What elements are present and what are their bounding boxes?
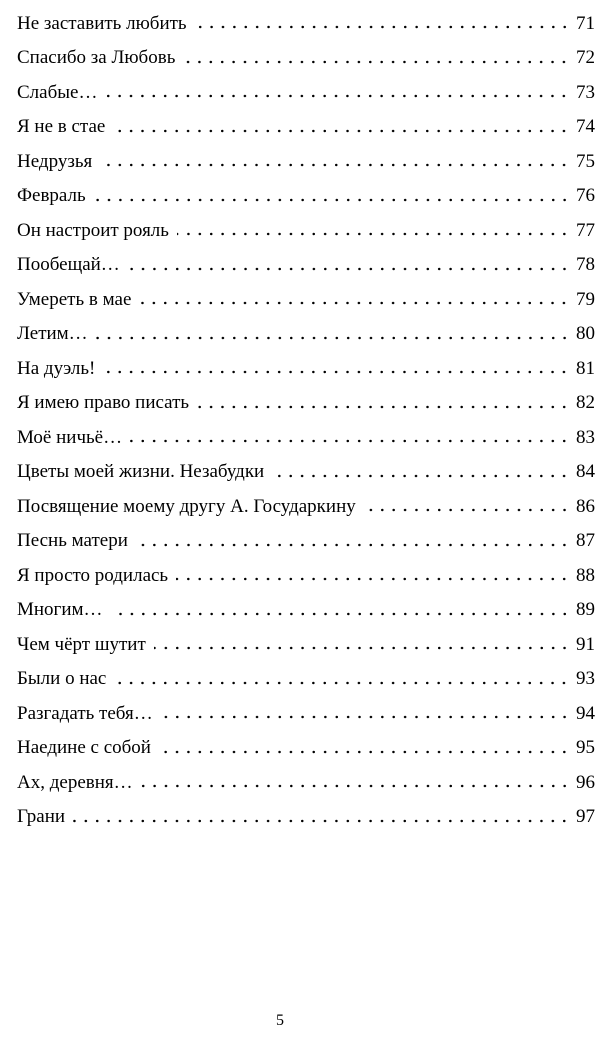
toc-entry-title: Цветы моей жизни. Незабудки [17,461,265,483]
toc-entry-title: Посвящение моему другу А. Государкину [17,495,356,517]
dot-leader [195,25,570,29]
toc-entry-title: Наедине с собой [17,737,151,759]
toc-entry-title: Летим… [17,323,88,345]
toc-entry-page: 87 [576,530,595,552]
dot-leader [161,715,570,719]
table-of-contents [17,6,595,834]
toc-entry-page: 97 [576,806,595,828]
dot-leader [73,819,570,823]
toc-entry-page: 84 [576,461,595,483]
dot-leader [103,370,570,374]
toc-entry-page: 91 [576,633,595,655]
toc-entry-title: Я не в стае [17,116,106,138]
dot-leader [96,336,570,340]
toc-entry-title: Пообещай… [17,254,120,276]
toc-entry [17,213,595,248]
toc-entry [17,800,595,835]
toc-entry [17,524,595,559]
toc-entry-title: Слабые… [17,81,98,103]
toc-entry-page: 95 [576,737,595,759]
toc-entry [17,386,595,421]
dot-leader [136,543,570,547]
toc-entry [17,282,595,317]
toc-entry-page: 89 [576,599,595,621]
dot-leader [272,474,570,478]
dot-leader [183,60,570,64]
toc-entry-title: Я имею право писать [17,392,190,414]
toc-entry-title: Ах, деревня… [17,771,133,793]
toc-entry-page: 80 [576,323,595,345]
toc-entry-title: Спасибо за Любовь [17,47,176,69]
toc-entry-page: 94 [576,702,595,724]
toc-entry [17,696,595,731]
toc-entry-title: Были о нас [17,668,107,690]
toc-entry-title: Не заставить любить [17,12,187,34]
toc-entry [17,6,595,41]
toc-entry [17,593,595,628]
toc-entry [17,765,595,800]
toc-entry [17,420,595,455]
toc-entry [17,455,595,490]
toc-entry-page: 71 [576,12,595,34]
toc-entry [17,627,595,662]
toc-entry [17,662,595,697]
toc-entry-page: 82 [576,392,595,414]
toc-entry [17,110,595,145]
toc-entry-page: 72 [576,47,595,69]
toc-entry [17,41,595,76]
dot-leader [100,163,570,167]
toc-entry-title: Я просто родилась [17,564,169,586]
dot-leader [159,750,570,754]
dot-leader [154,646,570,650]
toc-entry-title: На дуэль! [17,357,96,379]
toc-entry-page: 81 [576,357,595,379]
dot-leader [105,94,570,98]
toc-entry-title: Он настроит рояль [17,219,169,241]
toc-entry-page: 96 [576,771,595,793]
toc-entry-page: 77 [576,219,595,241]
dot-leader [364,508,570,512]
toc-entry-title: Моё ничьё… [17,426,123,448]
toc-entry [17,351,595,386]
toc-entry-page: 76 [576,185,595,207]
toc-entry-title: Умереть в мае [17,288,132,310]
toc-entry [17,558,595,593]
dot-leader [111,612,570,616]
toc-entry [17,489,595,524]
dot-leader [114,681,570,685]
dot-leader [113,129,570,133]
dot-leader [128,267,570,271]
toc-entry [17,731,595,766]
toc-entry-title: Недрузья [17,150,93,172]
toc-entry-page: 88 [576,564,595,586]
dot-leader [176,577,570,581]
toc-entry [17,144,595,179]
toc-entry-title: Грани [17,806,66,828]
dot-leader [197,405,570,409]
toc-entry-page: 75 [576,150,595,172]
dot-leader [139,301,570,305]
toc-entry-page: 74 [576,116,595,138]
toc-entry-title: Разгадать тебя… [17,702,153,724]
toc-entry-page: 73 [576,81,595,103]
toc-entry-page: 93 [576,668,595,690]
toc-entry [17,248,595,283]
toc-entry-title: Многим… [17,599,103,621]
toc-entry-title: Песнь матери [17,530,128,552]
toc-entry-page: 79 [576,288,595,310]
toc-entry [17,317,595,352]
toc-entry [17,179,595,214]
dot-leader [141,784,570,788]
page-number: 5 [276,1012,284,1029]
toc-entry-page: 78 [576,254,595,276]
toc-entry-title: Чем чёрт шутит [17,633,146,655]
toc-entry-title: Февраль [17,185,86,207]
dot-leader [177,232,570,236]
dot-leader [130,439,570,443]
toc-entry [17,75,595,110]
dot-leader [94,198,570,202]
toc-entry-page: 83 [576,426,595,448]
toc-entry-page: 86 [576,495,595,517]
